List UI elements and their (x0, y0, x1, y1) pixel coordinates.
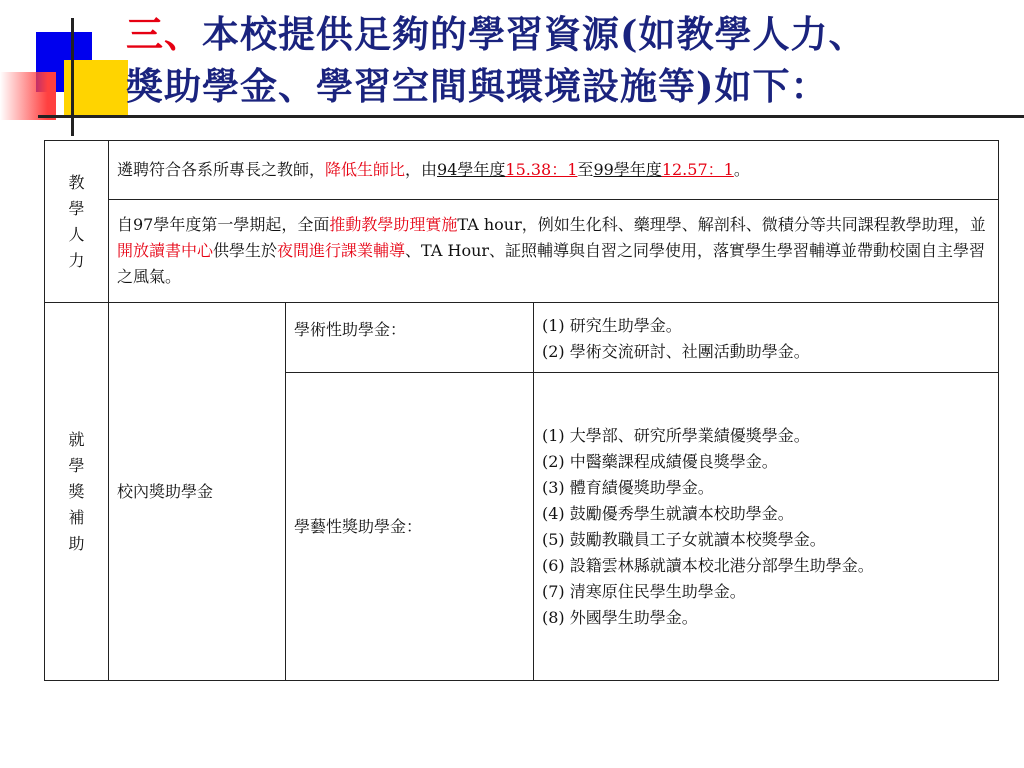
teaching-row-1 (45, 141, 999, 200)
ta-highlight: 推動教學助理實施 (329, 215, 458, 234)
ta-highlight: 夜間進行課業輔導 (277, 241, 406, 260)
merit-items-list (542, 423, 990, 631)
list-item: (3) 體育績優獎助學金。 (542, 477, 714, 497)
ta-text: 自97學年度第一學期起，全面 (117, 215, 330, 234)
ratio-text: ，由 (405, 160, 438, 179)
scholarship-label-char: 學 (68, 455, 85, 475)
list-item: (5) 鼓勵教職員工子女就讀本校獎學金。 (542, 529, 826, 549)
ta-text: 供學生於 (213, 241, 278, 260)
scholarship-label-char: 就 (68, 429, 85, 449)
ratio-highlight: 降低生師比 (325, 160, 406, 179)
scholarship-label-char: 獎 (68, 481, 85, 501)
ratio-text: 至 (577, 160, 594, 179)
list-item: (6) 設籍雲林縣就讀本校北港分部學生助學金。 (542, 555, 874, 575)
academic-items-cell (534, 303, 999, 373)
teaching-label-char: 學 (68, 198, 85, 218)
teaching-label-cell (45, 141, 109, 303)
list-item: (8) 外國學生助學金。 (542, 607, 698, 627)
teaching-label-char: 人 (68, 224, 85, 244)
scholarship-row-1 (45, 303, 999, 373)
list-item: (2) 學術交流研討、社團活動助學金。 (542, 342, 810, 361)
slide-title (126, 8, 1016, 112)
ratio-text: 遴聘符合各系所專長之教師， (117, 160, 326, 179)
decor-vertical-line (71, 18, 74, 136)
resources-table (44, 140, 999, 681)
scholarship-label-char: 助 (68, 533, 85, 553)
list-item: (1) 大學部、研究所學業績優獎學金。 (542, 425, 810, 445)
scholarship-label-char: 補 (68, 507, 85, 527)
ratio-year-end: 99學年度 (593, 160, 662, 179)
merit-items-cell (534, 373, 999, 681)
academic-items-list (542, 313, 990, 365)
title-line1: 本校提供足夠的學習資源(如教學人力、 (202, 12, 867, 56)
title-prefix: 三、 (126, 12, 202, 56)
decor-horizontal-line (38, 115, 1024, 118)
list-item: (1) 研究生助學金。 (542, 316, 682, 335)
ratio-value-start: 15.38：1 (505, 160, 578, 179)
ta-text: 、TA Hour、証照輔導與自習之同學使用，落實學生學習輔導並帶動校園自主學習之風氣。 (117, 241, 986, 286)
teaching-label-char: 教 (68, 172, 85, 192)
ratio-year-start: 94學年度 (437, 160, 506, 179)
teacher-ratio-cell (109, 141, 999, 200)
scholarship-label-cell (45, 303, 109, 681)
ratio-text: 。 (733, 160, 750, 179)
decor-red-square (0, 72, 56, 120)
list-item: (7) 清寒原住民學生助學金。 (542, 581, 746, 601)
ta-highlight: 開放讀書中心 (117, 241, 214, 260)
ratio-value-end: 12.57：1 (661, 160, 734, 179)
title-line2: 獎助學金、學習空間與環境設施等)如下： (126, 64, 829, 108)
ta-text: TA hour，例如生化科、藥理學、解剖科、微積分等共同課程教學助理，並 (457, 215, 986, 234)
scholarship-category-cell: 校內獎助學金 (109, 303, 286, 681)
teaching-label-char: 力 (68, 250, 85, 270)
teaching-assistant-cell (109, 200, 999, 303)
academic-label-cell: 學術性助學金： (286, 303, 534, 373)
list-item: (2) 中醫藥課程成績優良獎學金。 (542, 451, 778, 471)
list-item: (4) 鼓勵優秀學生就讀本校助學金。 (542, 503, 794, 523)
teaching-row-2 (45, 200, 999, 303)
merit-label-cell: 學藝性獎助學金： (286, 373, 534, 681)
